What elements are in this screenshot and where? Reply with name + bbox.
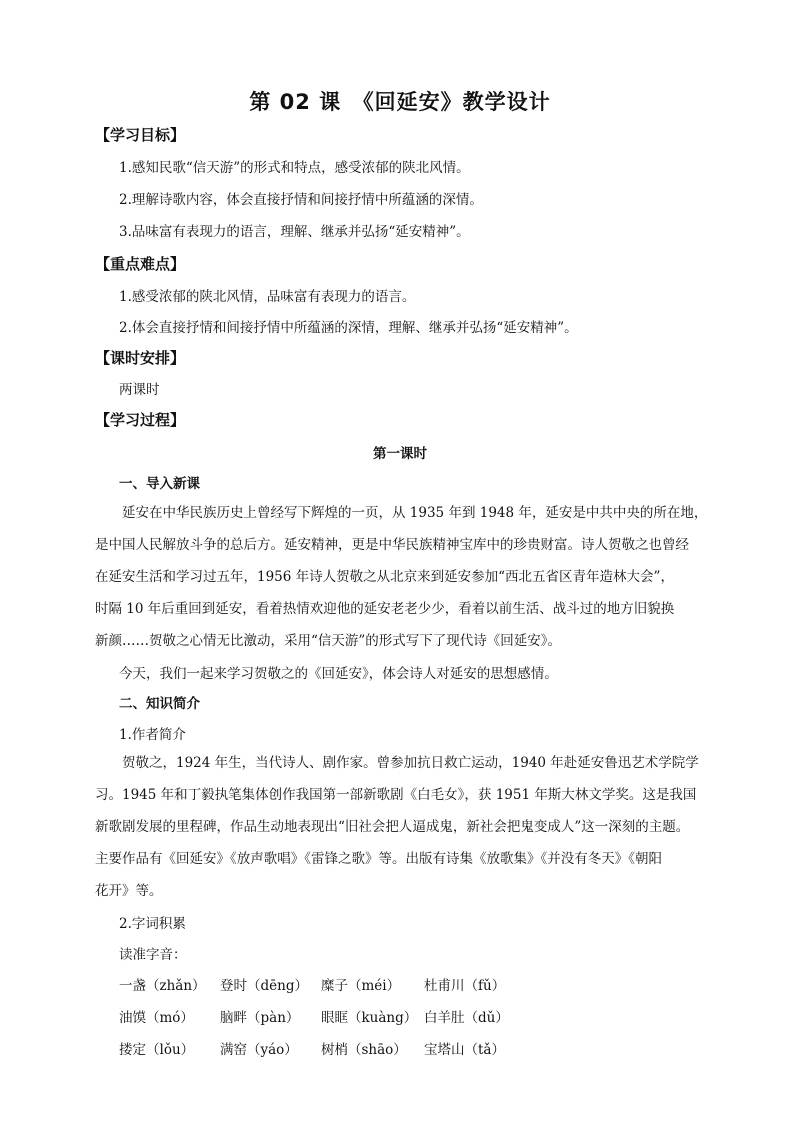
pronunciation-item: 脑畔（pàn） [220,1010,300,1026]
schedule-text: 两课时 [119,382,160,398]
pronunciation-item: 糜子（méi） [321,978,401,994]
pronunciation-item: 登时（dēng） [220,978,308,994]
section-heading-schedule: 【课时安排】 [95,349,186,367]
pronunciation-row [119,1006,525,1026]
author-line: 贺敬之，1924 年生，当代诗人、剧作家。曾参加抗日救亡运动，1940 年赴延安鲁迅艺术学院学 [122,755,699,771]
intro-line: 新颜……贺敬之心情无比激动，采用“信天游”的形式写下了现代诗《回延安》。 [95,633,562,649]
author-heading: 1.作者简介 [119,727,186,743]
pronunciation-item: 搂定（lǒu） [119,1042,195,1058]
goal-item: 2.理解诗歌内容，体会直接抒情和间接抒情中所蕴涵的深情。 [119,192,483,208]
author-line: 花开》等。 [95,883,163,899]
intro-today: 今天，我们一起来学习贺敬之的《回延安》，体会诗人对延安的思想感情。 [119,666,558,682]
pronunciation-item: 一盏（zhǎn） [119,978,206,994]
goal-item: 1.感知民歌“信天游”的形式和特点，感受浓郁的陕北风情。 [119,160,470,176]
intro-line: 延安在中华民族历史上曾经写下辉煌的一页，从 1935 年到 1948 年，延安是中共中央的所在地， [122,505,708,521]
pronounce-heading: 读准字音： [119,947,187,963]
part-two-heading: 二、知识简介 [119,696,200,712]
intro-paragraph [95,497,710,657]
pronunciation-item: 宝塔山（tǎ） [424,1042,505,1058]
pronunciation-item: 满窑（yáo） [220,1042,298,1058]
page-title: 第 02 课 《回延安》教学设计 [249,90,551,114]
author-line: 习。1945 年和丁毅执笔集体创作我国第一部新歌剧《白毛女》，获 1951 年斯大林文学奖。这是我国 [95,787,697,803]
author-paragraph [95,747,715,907]
pronunciation-row [119,974,525,994]
part-one-heading: 一、导入新课 [119,476,200,492]
lesson-heading: 第一课时 [373,446,427,462]
intro-line: 是中国人民解放斗争的总后方。延安精神，更是中华民族精神宝库中的珍贵财富。诗人贺敬之也曾经 [95,537,689,553]
intro-line: 时隔 10 年后重回到延安，看着热情欢迎他的延安老老少少，看着以前生活、战斗过的地方旧貌换 [95,601,675,617]
pronunciation-row [119,1038,525,1058]
pronunciation-item: 杜甫川（fǔ） [424,978,506,994]
key-point-item: 1.感受浓郁的陕北风情，品味富有表现力的语言。 [119,289,416,305]
author-line: 新歌剧发展的里程碑，作品生动地表现出“旧社会把人逼成鬼，新社会把鬼变成人”这一深刻的主题。 [95,819,690,835]
intro-line: 在延安生活和学习过五年，1956 年诗人贺敬之从北京来到延安参加“西北五省区青年造林大会”， [95,569,674,585]
section-heading-process: 【学习过程】 [95,411,186,429]
section-heading-goals: 【学习目标】 [95,126,186,144]
pronunciation-item: 白羊肚（dǔ） [424,1010,509,1026]
pronunciation-item: 树梢（shāo） [321,1042,407,1058]
author-line: 主要作品有《回延安》《放声歌唱》《雷锋之歌》等。出版有诗集《放歌集》《并没有冬天》《朝阳 [95,851,662,867]
pronunciation-item: 眼眶（kuàng） [321,1010,418,1026]
section-heading-key-points: 【重点难点】 [95,255,186,273]
vocab-heading: 2.字词积累 [119,916,186,932]
key-point-item: 2.体会直接抒情和间接抒情中所蕴涵的深情，理解、继承并弘扬“延安精神”。 [119,320,578,336]
goal-item: 3.品味富有表现力的语言，理解、继承并弘扬“延安精神”。 [119,224,470,240]
pronunciation-item: 油馍（mó） [119,1010,194,1026]
